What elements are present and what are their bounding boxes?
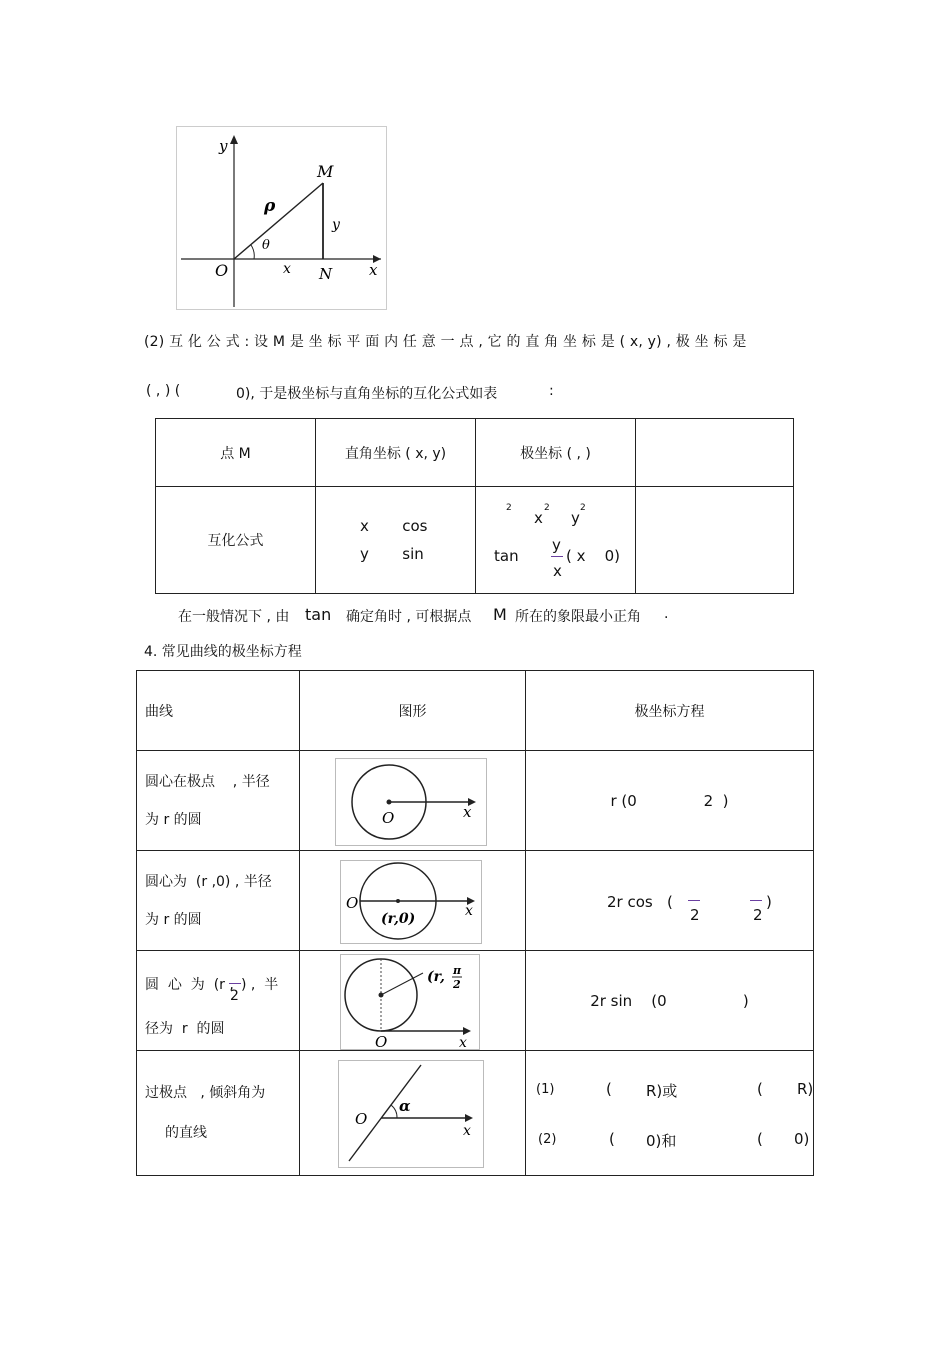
center-label: (r, <box>427 968 445 985</box>
polar-x: x <box>534 509 543 527</box>
center-two: 2 <box>453 977 461 991</box>
x-label: x <box>465 902 473 919</box>
curve-desc-circle-r0 <box>137 851 300 951</box>
figure-cell <box>300 951 526 1051</box>
rho-segment <box>234 183 323 259</box>
eq1-r-close: R) <box>797 1079 814 1098</box>
frac1-bar <box>688 900 700 901</box>
x-side-label: x <box>283 261 291 277</box>
origin-label: O <box>375 1032 388 1049</box>
eq2-open2: ( <box>757 1129 763 1148</box>
polar-frac-num: y <box>552 536 561 554</box>
section4-title: 4. 常见曲线的极坐标方程 <box>144 644 302 660</box>
polar-formula-cell <box>476 487 636 594</box>
alpha-label: α <box>399 1096 411 1115</box>
center-label: (r,0) <box>381 910 416 927</box>
polar-sq3: 2 <box>580 503 586 513</box>
equation-part-a: 2r cos ( <box>607 892 673 911</box>
rect-formula-x: x cos <box>360 517 428 535</box>
header-figure: 图形 <box>300 671 526 751</box>
equation-text: 2r sin (0 ) <box>590 991 749 1010</box>
row-conversion-label: 互化公式 <box>156 487 316 594</box>
y-axis-label: y <box>219 137 228 155</box>
polar-condition: ( x 0) <box>566 547 620 565</box>
note-part-a: 在一般情况下 , 由 <box>178 609 290 625</box>
polar-axis-arrow <box>465 1114 473 1122</box>
x-label: x <box>459 1034 467 1049</box>
equation-text: r (0 2 ) <box>610 791 729 810</box>
note-point-m: M <box>493 605 507 624</box>
note-part-b: 确定角时 , 可根据点 <box>346 609 472 625</box>
eq2-zero-close: 0) <box>794 1129 810 1148</box>
para2-line1: (2) 互 化 公 式 : 设 M 是 坐 标 平 面 内 任 意 一 点 , 它 的 直 角 坐 标 是 ( x, y) , 极 坐 标 是 <box>144 334 747 350</box>
origin-label: O <box>215 261 229 280</box>
equation-circle-r-pi2 <box>526 951 814 1051</box>
header-polar-coords: 极坐标 ( , ) <box>476 419 636 487</box>
figure-cell <box>300 751 526 851</box>
equation-close: ) <box>766 892 772 911</box>
point-m-label: M <box>317 162 334 181</box>
header-point-m: 点 M <box>156 419 316 487</box>
polar-tan: tan <box>494 547 519 565</box>
equation-circle-pole <box>526 751 814 851</box>
polar-sq1: 2 <box>506 503 512 513</box>
eq2-zero-and: 0)和 <box>646 1131 677 1150</box>
desc-line2: 为 r 的圆 <box>145 811 202 828</box>
eq1-open2: ( <box>757 1079 763 1098</box>
figure-line-pole <box>338 1060 484 1168</box>
frac2-den: 2 <box>753 905 763 924</box>
y-axis-arrow <box>230 135 238 144</box>
polar-frac-den: x <box>553 562 562 580</box>
desc-frac-bar <box>229 983 241 984</box>
curve-desc-circle-r-pi2 <box>137 951 300 1051</box>
desc-line1: 过极点 , 倾斜角为 <box>145 1085 266 1101</box>
curve-desc-circle-at-pole <box>137 751 300 851</box>
polar-frac-bar <box>551 556 563 557</box>
origin-label: O <box>355 1109 368 1128</box>
rect-formula-cell <box>316 487 476 594</box>
polar-rect-figure <box>176 126 387 310</box>
polar-y: y <box>571 509 580 527</box>
x-axis-label: x <box>369 261 378 279</box>
note-period: . <box>664 606 669 622</box>
equation-circle-r0 <box>526 851 814 951</box>
desc-line2: 的直线 <box>165 1125 207 1141</box>
figure-circle-pole <box>335 758 487 846</box>
rho-label: ρ <box>264 196 276 216</box>
eq1-open: ( <box>606 1079 612 1098</box>
conversion-table <box>155 418 794 594</box>
theta-label: θ <box>262 238 270 253</box>
polar-sq2: 2 <box>544 503 550 513</box>
desc-frac-den: 2 <box>230 987 239 1004</box>
eq2-open: ( <box>609 1129 615 1148</box>
figure-cell <box>300 1051 526 1176</box>
para2-line2-a: ( , ) ( <box>146 383 181 399</box>
theta-arc <box>251 245 254 259</box>
center-pi: π <box>453 963 462 977</box>
desc-line2: 径为 r 的圆 <box>145 1020 225 1037</box>
note-tan: tan <box>305 605 332 624</box>
polar-rect-diagram <box>177 127 386 309</box>
eq1-r-or: R)或 <box>646 1081 678 1100</box>
frac1-den: 2 <box>690 905 700 924</box>
para2-line2-b: 0), 于是极坐标与直角坐标的互化公式如表 <box>236 386 498 402</box>
curves-table <box>136 670 814 1176</box>
eq1-num: (1) <box>536 1081 555 1097</box>
x-label: x <box>463 802 472 821</box>
para2-line2-c: : <box>549 383 554 399</box>
y-side-label: y <box>332 217 340 233</box>
origin-label: O <box>346 893 359 912</box>
eq2-num: (2) <box>538 1131 557 1147</box>
header-rect-coords: 直角坐标 ( x, y) <box>316 419 476 487</box>
x-label: x <box>463 1122 471 1139</box>
desc-line1-a: 圆 心 为 (r , <box>145 976 234 993</box>
origin-label: O <box>382 808 395 827</box>
header-empty-cell <box>636 419 794 487</box>
header-equation: 极坐标方程 <box>526 671 814 751</box>
header-curve: 曲线 <box>137 671 300 751</box>
figure-cell <box>300 851 526 951</box>
rect-formula-y: y sin <box>360 545 424 563</box>
curve-desc-line-through-pole <box>137 1051 300 1176</box>
equation-line-pole <box>526 1051 814 1176</box>
point-n-label: N <box>319 265 333 283</box>
desc-line1: 圆心为 (r ,0) , 半径 <box>145 873 272 890</box>
figure-circle-r-pi2 <box>340 954 480 1050</box>
figure-circle-r0 <box>340 860 482 944</box>
polar-axis-arrow <box>463 1027 471 1035</box>
row-empty-cell <box>636 487 794 594</box>
desc-line2: 为 r 的圆 <box>145 911 202 928</box>
note-part-c: 所在的象限最小正角 <box>515 609 641 625</box>
center-dot <box>396 899 400 903</box>
alpha-arc <box>391 1105 397 1118</box>
desc-line1: 圆心在极点 , 半径 <box>145 773 270 790</box>
frac2-bar <box>750 900 762 901</box>
desc-line1-b: ) , 半 <box>241 976 279 993</box>
